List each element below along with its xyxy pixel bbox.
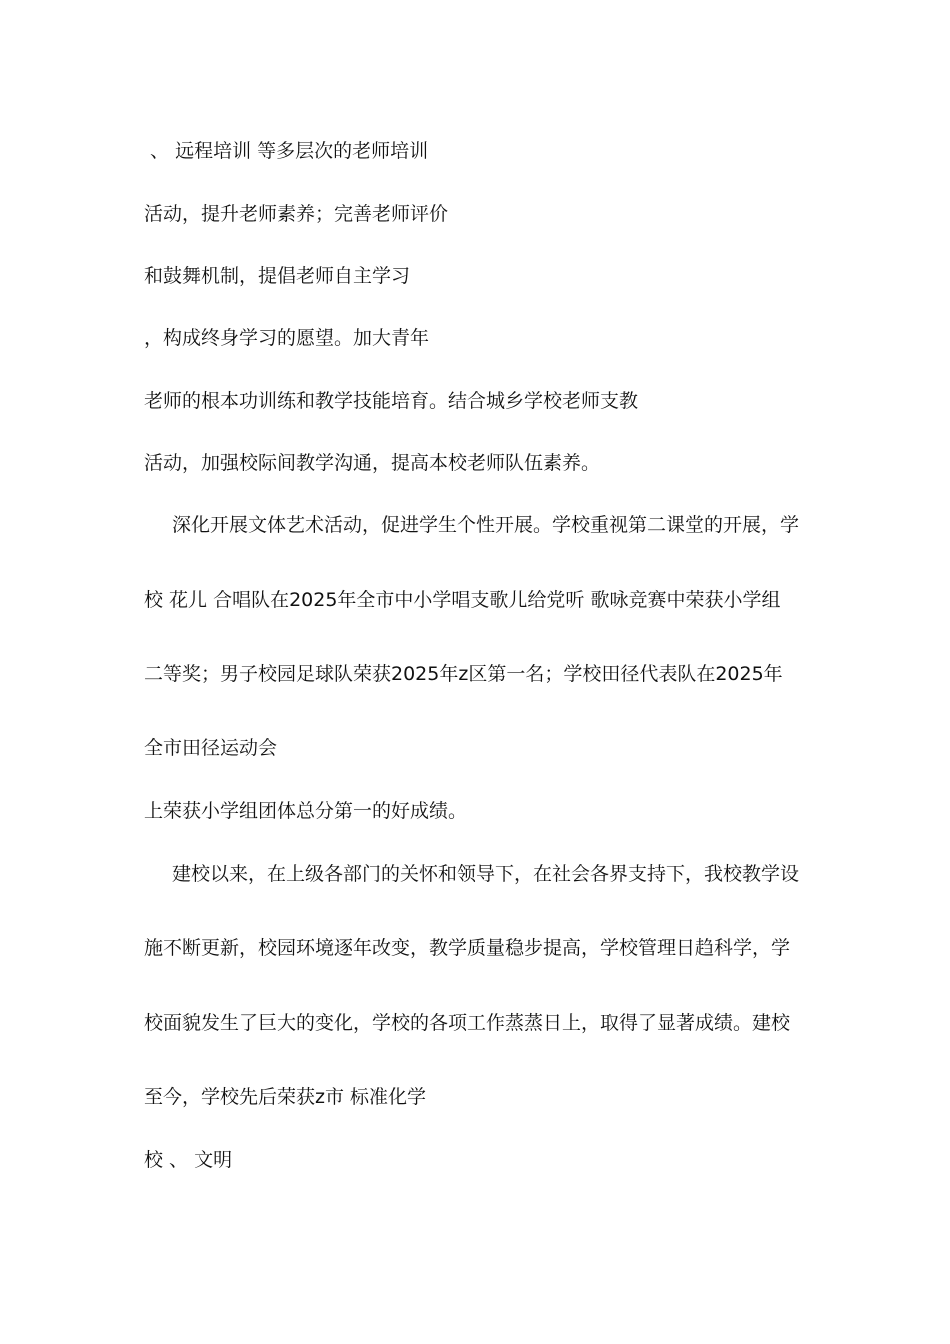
- text-line: 校面貌发生了巨大的变化，学校的各项工作蒸蒸日上，取得了显著成绩。建校: [144, 1012, 791, 1034]
- text-line: 施不断更新，校园环境逐年改变，教学质量稳步提高，学校管理日趋科学，学: [144, 937, 791, 959]
- text-line: ，构成终身学习的愿望。加大青年: [144, 327, 430, 349]
- text-line: 上荣获小学组团体总分第一的好成绩。: [144, 800, 468, 822]
- text-line: 校 花儿 合唱队在2025年全市中小学唱支歌儿给党听 歌咏竞赛中荣获小学组: [144, 589, 781, 611]
- paragraph-first-line: 建校以来，在上级各部门的关怀和领导下，在社会各界支持下，我校教学设: [172, 863, 800, 885]
- text-line: 至今，学校先后荣获z市 标准化学: [144, 1086, 427, 1108]
- text-line: 二等奖；男子校园足球队荣获2025年z区第一名；学校田径代表队在2025年: [144, 663, 783, 685]
- text-line: 、 远程培训 等多层次的老师培训: [144, 140, 429, 162]
- paragraph-first-line: 深化开展文体艺术活动，促进学生个性开展。学校重视第二课堂的开展，学: [172, 514, 800, 536]
- text-line: 校 、 文明: [144, 1149, 233, 1171]
- text-line: 全市田径运动会: [144, 737, 278, 759]
- text-line: 活动，提升老师素养；完善老师评价: [144, 203, 449, 225]
- text-line: 和鼓舞机制，提倡老师自主学习: [144, 265, 411, 287]
- text-line: 老师的根本功训练和教学技能培育。结合城乡学校老师支教: [144, 390, 639, 412]
- text-line: 活动，加强校际间教学沟通，提高本校老师队伍素养。: [144, 452, 601, 474]
